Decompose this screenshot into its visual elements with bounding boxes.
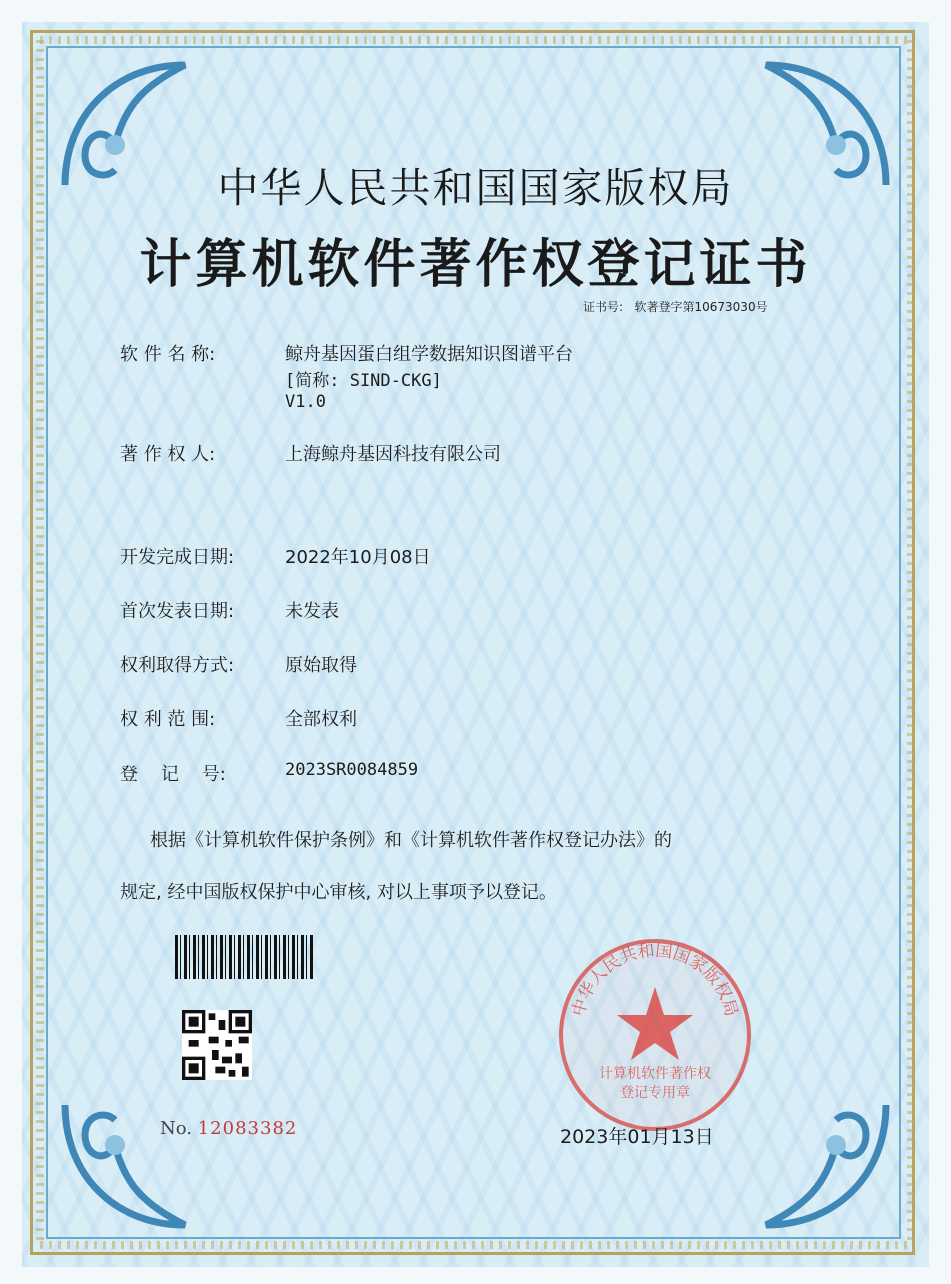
seal-inner-line-1: 计算机软件著作权 [599,1066,711,1082]
right-meander-border [907,40,915,1245]
issuer-heading: 中华人民共和国国家版权局 [217,164,734,212]
field-label: 权 利 范 围: [120,709,216,730]
bottom-right-ornament-icon [756,1095,896,1235]
field-value: 2022年10月08日 [285,547,431,568]
field-value: 未发表 [285,601,339,622]
certificate-title: 计算机软件著作权登记证书 [139,234,812,295]
serial-value: 12083382 [197,1118,298,1139]
seal-outer-text: 中华人民共和国国家版权局 [568,940,742,1019]
left-meander-border [36,40,44,1245]
statement-line-2: 规定, 经中国版权保护中心审核, 对以上事项予以登记。 [120,882,557,903]
certificate-number-value: 软著登字第10673030号 [634,300,768,314]
field-value-version: V1.0 [285,392,326,412]
serial-number [160,1118,297,1139]
official-red-seal [555,935,755,1135]
field-value: 鲸舟基因蛋白组学数据知识图谱平台 [285,344,573,365]
certificate-number [583,298,768,315]
issue-date: 2023年01月13日 [560,1126,714,1148]
field-value: 2023SR0084859 [285,760,419,780]
field-value: 原始取得 [285,655,357,676]
field-label: 登 记 号: [120,764,226,785]
field-label: 开发完成日期: [120,547,235,568]
bottom-meander-border [40,1241,910,1249]
field-label: 软 件 名 称: [120,344,216,365]
certificate-number-label: 证书号: [583,300,624,314]
qr-code-icon [182,1010,252,1080]
barcode [175,935,315,979]
field-label: 首次发表日期: [120,601,235,622]
top-meander-border [40,36,910,44]
bottom-left-ornament-icon [55,1095,195,1235]
seal-inner-line-2: 登记专用章 [620,1085,690,1101]
field-label: 著 作 权 人: [120,444,216,465]
statement-line-1: 根据《计算机软件保护条例》和《计算机软件著作权登记办法》的 [150,830,672,851]
serial-prefix: No. [160,1118,192,1139]
field-value-abbrev: [简称: SIND-CKG] [285,371,442,391]
field-label: 权利取得方式: [120,655,235,676]
field-value: 上海鲸舟基因科技有限公司 [285,444,501,465]
field-value: 全部权利 [285,709,357,730]
